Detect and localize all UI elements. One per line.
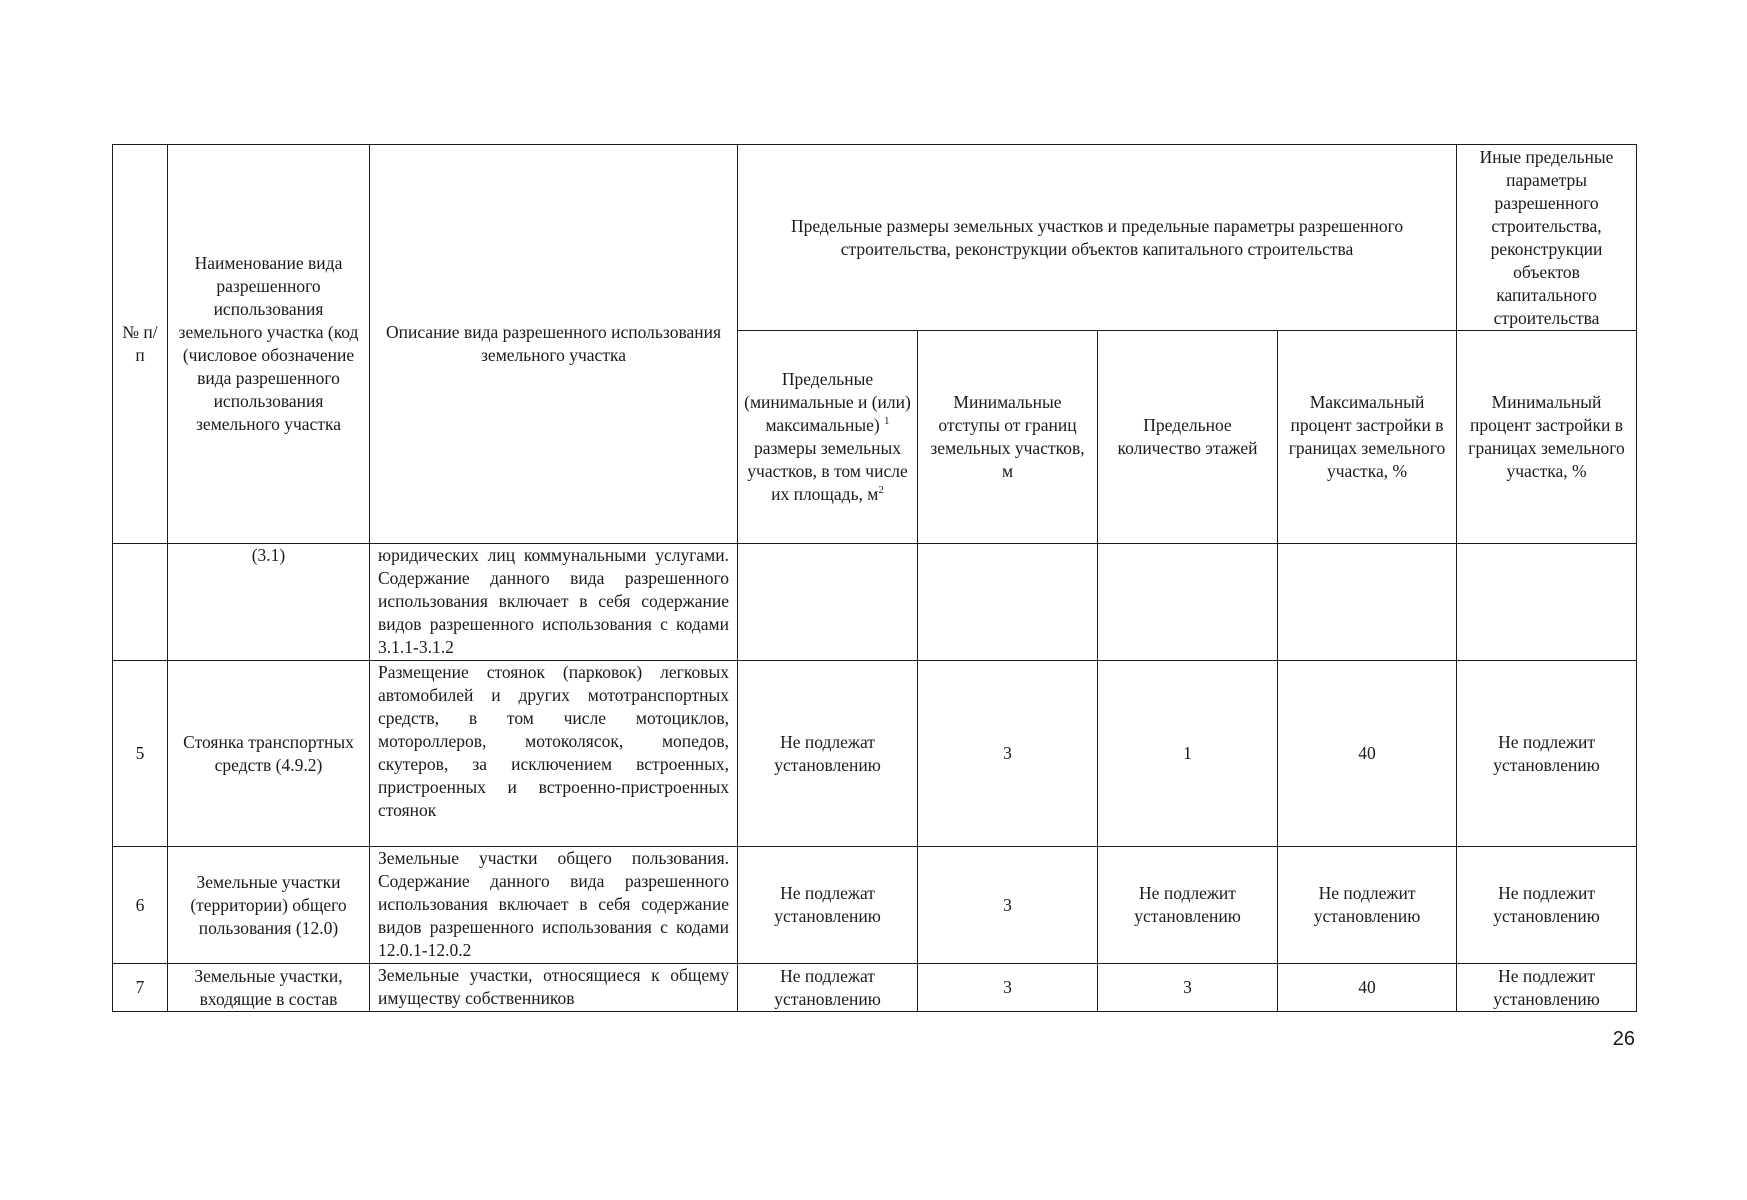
table-row (113, 544, 1637, 661)
row-max-percent: 40 (1278, 661, 1457, 847)
row-min-percent: Не подлежит установлению (1457, 661, 1637, 847)
header-group-limits: Предельные размеры земельных участков и предельные параметры разрешенного строительства, реконструкции объектов капитального строительства (738, 145, 1457, 331)
header-row-1 (113, 145, 1637, 331)
row-min-percent (1457, 544, 1637, 661)
row-num: 7 (113, 964, 168, 1012)
header-setbacks: Минимальные отступы от границ земельных участков, м (918, 331, 1098, 544)
row-max-percent: 40 (1278, 964, 1457, 1012)
row-floors: 3 (1098, 964, 1278, 1012)
header-sizes-text-2: размеры земельных участков, в том числе их площадь, м (747, 438, 908, 504)
row-name: Земельные участки (территории) общего пользования (12.0) (168, 847, 370, 964)
table-row (113, 847, 1637, 964)
row-setbacks: 3 (918, 661, 1098, 847)
zoning-parameters-table (112, 144, 1637, 1012)
row-sizes (738, 544, 918, 661)
row-description: Земельные участки общего пользования. Содержание данного вида разрешенного использования включает в себя содержание видов разрешенного использования с кодами 12.0.1-12.0.2 (370, 847, 738, 964)
header-min-percent: Минимальный процент застройки в границах земельного участка, % (1457, 331, 1637, 544)
header-sizes (738, 331, 918, 544)
row-name: Стоянка транспортных средств (4.9.2) (168, 661, 370, 847)
row-sizes: Не подлежат установлению (738, 847, 918, 964)
row-floors: Не подлежит установлению (1098, 847, 1278, 964)
row-sizes: Не подлежат установлению (738, 661, 918, 847)
row-setbacks: 3 (918, 964, 1098, 1012)
header-floors: Предельное количество этажей (1098, 331, 1278, 544)
row-floors: 1 (1098, 661, 1278, 847)
header-sizes-text-1: Предельные (минимальные и (или) максимальные) (744, 369, 911, 435)
row-min-percent: Не подлежит установлению (1457, 847, 1637, 964)
row-setbacks (918, 544, 1098, 661)
row-description: Земельные участки, относящиеся к общему имуществу собственников (370, 964, 738, 1012)
unit-superscript: 2 (878, 484, 884, 497)
footnote-mark: 1 (884, 415, 890, 428)
header-description: Описание вида разрешенного использования земельного участка (370, 145, 738, 544)
row-num (113, 544, 168, 661)
header-name: Наименование вида разрешенного использования земельного участка (код (числовое обозначение вида разрешенного использования земельного участка (168, 145, 370, 544)
header-max-percent: Максимальный процент застройки в границах земельного участка, % (1278, 331, 1457, 544)
row-setbacks: 3 (918, 847, 1098, 964)
row-name: Земельные участки, входящие в состав (168, 964, 370, 1012)
row-sizes: Не подлежат установлению (738, 964, 918, 1012)
page-number: 26 (1612, 1028, 1635, 1050)
row-floors (1098, 544, 1278, 661)
row-max-percent: Не подлежит установлению (1278, 847, 1457, 964)
row-min-percent: Не подлежит установлению (1457, 964, 1637, 1012)
row-num: 5 (113, 661, 168, 847)
row-description: Размещение стоянок (парковок) легковых автомобилей и других мототранспортных средств, в том числе мотоциклов, мотороллеров, мотоколясок, мопедов, скутеров, за исключением встроенных, пристроенных и встроенно-пристроенных стоянок (370, 661, 738, 847)
row-max-percent (1278, 544, 1457, 661)
table-row (113, 964, 1637, 1012)
table-row (113, 661, 1637, 847)
row-name: (3.1) (168, 544, 370, 661)
row-num: 6 (113, 847, 168, 964)
header-group-other: Иные предельные параметры разрешенного строительства, реконструкции объектов капитального строительства (1457, 145, 1637, 331)
header-num: № п/п (113, 145, 168, 544)
row-description: юридических лиц коммунальными услугами. Содержание данного вида разрешенного использования включает в себя содержание видов разрешенного использования с кодами 3.1.1-3.1.2 (370, 544, 738, 661)
